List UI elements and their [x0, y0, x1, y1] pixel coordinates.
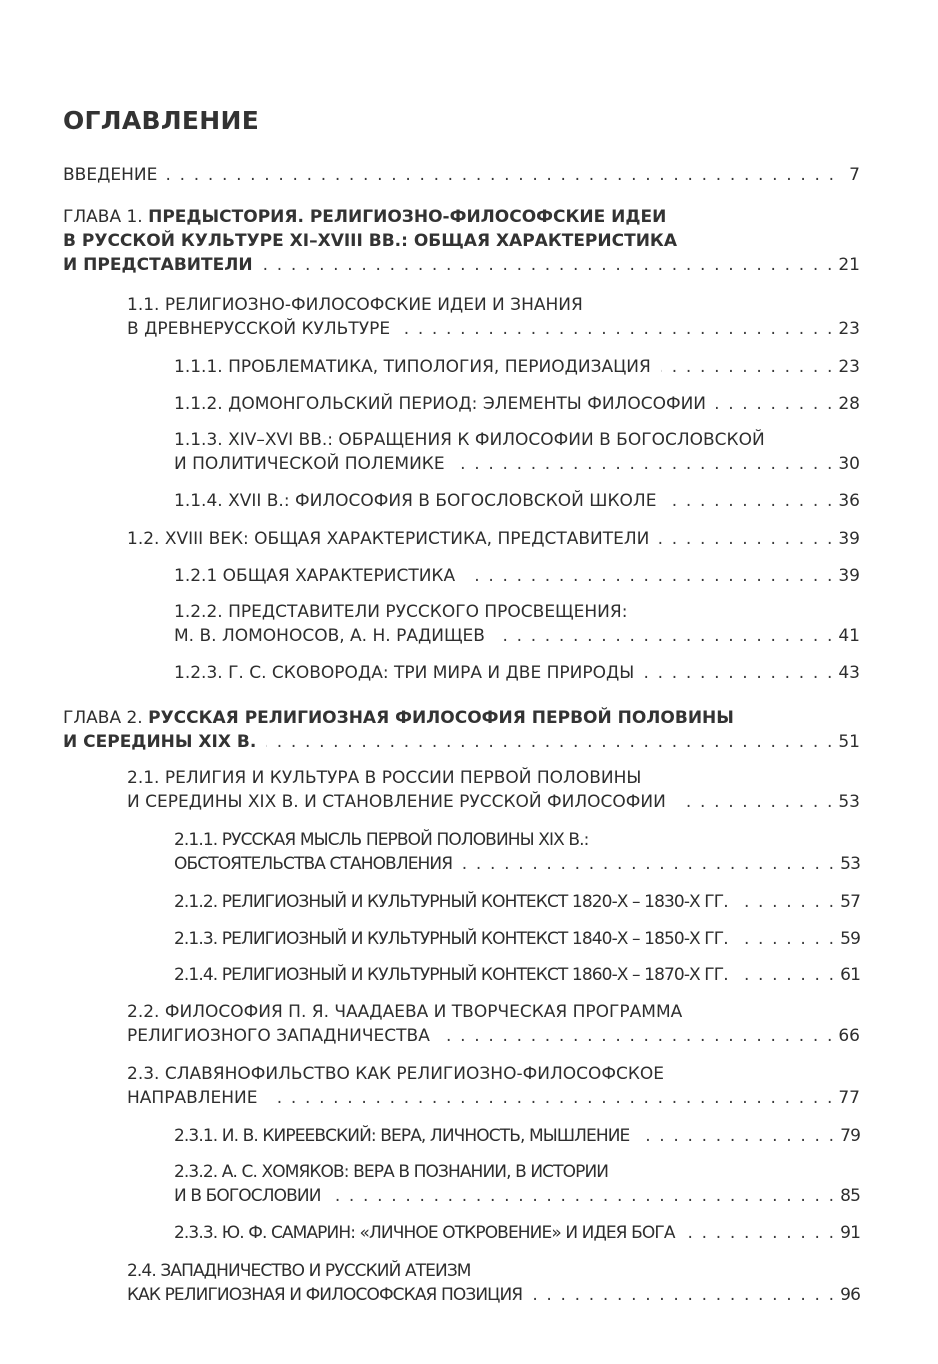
- toc-title-line: 1.1. РЕЛИГИОЗНО-ФИЛОСОФСКИЕ ИДЕИ И ЗНАНИЯ: [127, 295, 583, 315]
- toc-title-line: РУССКАЯ РЕЛИГИОЗНАЯ ФИЛОСОФИЯ ПЕРВОЙ ПОЛОВИНЫ: [148, 708, 734, 728]
- toc-entry-title: [127, 1086, 258, 1110]
- page-number: 53: [840, 854, 860, 874]
- toc-title-line: ВВЕДЕНИЕ: [63, 165, 158, 185]
- dot-leader: [263, 253, 833, 277]
- dot-leader: [659, 527, 832, 551]
- page-title: ОГЛАВЛЕНИЕ: [63, 106, 260, 135]
- dot-leader: [455, 452, 833, 476]
- page-number: 36: [838, 491, 860, 511]
- page-number: 79: [840, 1126, 860, 1146]
- toc-entry-title: [174, 830, 588, 850]
- page-number: 77: [838, 1088, 860, 1108]
- page-number: 43: [838, 663, 860, 683]
- dot-leader: [639, 1124, 834, 1148]
- toc-entry-title: [174, 452, 445, 476]
- toc-entry-title: [127, 1024, 430, 1048]
- page-number: 53: [838, 792, 860, 812]
- toc-entry-title: [174, 355, 651, 379]
- dot-leader: [268, 1086, 833, 1110]
- page-number: 51: [838, 732, 860, 752]
- toc-entry-title: [127, 1261, 471, 1281]
- page-number: 21: [838, 255, 860, 275]
- dot-leader: [716, 392, 832, 416]
- toc-entry-title: [174, 392, 706, 416]
- dot-leader: [495, 624, 832, 648]
- toc-entry-title: [127, 1283, 522, 1307]
- toc-entry[interactable]: [127, 293, 860, 341]
- toc-title-line: В РУССКОЙ КУЛЬТУРЕ XI–XVIII ВВ.: ОБЩАЯ ХАРАКТЕРИСТИКА: [63, 231, 677, 251]
- toc-entry-title: [127, 1002, 682, 1022]
- toc-entry[interactable]: [174, 963, 860, 987]
- page-number: 59: [840, 929, 860, 949]
- page-number: 23: [838, 357, 860, 377]
- toc-entry-title: [63, 730, 256, 754]
- toc-entry-title: [63, 253, 253, 277]
- toc-title-line: 1.2.3. Г. С. СКОВОРОДА: ТРИ МИРА И ДВЕ ПРИРОДЫ: [174, 663, 635, 683]
- toc-entry-title: [174, 430, 765, 450]
- toc-entry-title: [174, 890, 728, 914]
- toc-title-line: 1.1.3. XIV–XVI ВВ.: ОБРАЩЕНИЯ К ФИЛОСОФИИ В БОГОСЛОВСКОЙ: [174, 430, 765, 450]
- toc-entry-title: [63, 231, 677, 251]
- toc-entry[interactable]: [127, 1062, 860, 1110]
- dot-leader: [666, 489, 832, 513]
- toc-entry-title: [174, 1184, 321, 1208]
- toc-title-line: И ПОЛИТИЧЕСКОЙ ПОЛЕМИКЕ: [174, 454, 445, 474]
- page-number: 7: [849, 165, 860, 185]
- toc-entry-title: [63, 163, 157, 187]
- toc-entry[interactable]: [174, 890, 860, 914]
- toc-title-line: М. В. ЛОМОНОСОВ, А. Н. РАДИЩЕВ: [174, 626, 485, 646]
- toc-entry[interactable]: [174, 1160, 860, 1208]
- toc-entry[interactable]: [127, 766, 860, 814]
- toc-entry[interactable]: [174, 1221, 860, 1245]
- toc-title-line: 1.2.1 ОБЩАЯ ХАРАКТЕРИСТИКА: [174, 566, 456, 586]
- toc-entry[interactable]: [174, 428, 860, 476]
- page-number: 85: [840, 1186, 860, 1206]
- toc-entry-title: [174, 1162, 608, 1182]
- toc-entry[interactable]: [174, 600, 860, 648]
- toc-entry[interactable]: [174, 828, 860, 876]
- toc-entry[interactable]: [63, 205, 860, 277]
- toc-entry[interactable]: [174, 661, 860, 685]
- toc-title-line: 1.1.1. ПРОБЛЕМАТИКА, ТИПОЛОГИЯ, ПЕРИОДИЗАЦИЯ: [174, 357, 651, 377]
- toc-title-line: 2.3.2. А. С. ХОМЯКОВ: ВЕРА В ПОЗНАНИИ, В ИСТОРИИ: [174, 1162, 609, 1182]
- toc-entry-title: [174, 661, 634, 685]
- dot-leader: [400, 317, 832, 341]
- dot-leader: [465, 564, 832, 588]
- page-number: 30: [838, 454, 860, 474]
- toc-title-line: 2.2. ФИЛОСОФИЯ П. Я. ЧААДАЕВА И ТВОРЧЕСКАЯ ПРОГРАММА: [127, 1002, 683, 1022]
- toc-entry-title: [127, 317, 390, 341]
- toc-entry-title: [174, 489, 656, 513]
- toc-entry[interactable]: [63, 706, 860, 754]
- toc-title-line: РЕЛИГИОЗНОГО ЗАПАДНИЧЕСТВА: [127, 1026, 430, 1046]
- toc-entry-title: [174, 1124, 629, 1148]
- page-number: 61: [840, 965, 860, 985]
- page-number: 39: [838, 566, 860, 586]
- page-number: 57: [840, 892, 860, 912]
- toc-title-line: 2.3. СЛАВЯНОФИЛЬСТВО КАК РЕЛИГИОЗНО-ФИЛОСОФСКОЕ: [127, 1064, 665, 1084]
- toc-title-line: 1.2.2. ПРЕДСТАВИТЕЛИ РУССКОГО ПРОСВЕЩЕНИЯ:: [174, 602, 628, 622]
- toc-title-line: КАК РЕЛИГИОЗНАЯ И ФИЛОСОФСКАЯ ПОЗИЦИЯ: [127, 1285, 523, 1305]
- toc-title-line: 2.1. РЕЛИГИЯ И КУЛЬТУРА В РОССИИ ПЕРВОЙ ПОЛОВИНЫ: [127, 768, 642, 788]
- dot-leader: [532, 1283, 834, 1307]
- toc-entry-title: [174, 602, 627, 622]
- dot-leader: [738, 890, 834, 914]
- page-number: 39: [838, 529, 860, 549]
- chapter-label: ГЛАВА 2.: [63, 708, 149, 728]
- toc-title-line: В ДРЕВНЕРУССКОЙ КУЛЬТУРЕ: [127, 319, 391, 339]
- toc-entry-title: [174, 1221, 675, 1245]
- toc-entry[interactable]: [174, 927, 860, 951]
- dot-leader: [661, 355, 833, 379]
- toc-entry[interactable]: [174, 489, 860, 513]
- toc-title-line: И ПРЕДСТАВИТЕЛИ: [63, 255, 253, 275]
- toc-title-line: И В БОГОСЛОВИИ: [174, 1186, 321, 1206]
- toc-entry-title: [127, 295, 583, 315]
- page-number: 66: [838, 1026, 860, 1046]
- chapter-label: ГЛАВА 1.: [63, 207, 149, 227]
- toc-entry[interactable]: [63, 163, 860, 187]
- toc-title-line: ПРЕДЫСТОРИЯ. РЕЛИГИОЗНО-ФИЛОСОФСКИЕ ИДЕИ: [148, 207, 667, 227]
- toc-title-line: 1.1.2. ДОМОНГОЛЬСКИЙ ПЕРИОД: ЭЛЕМЕНТЫ ФИЛОСОФИИ: [174, 394, 707, 414]
- toc-title-line: ОБСТОЯТЕЛЬСТВА СТАНОВЛЕНИЯ: [174, 854, 453, 874]
- toc-entry[interactable]: [174, 355, 860, 379]
- page-number: 96: [840, 1285, 860, 1305]
- toc-entry[interactable]: [174, 564, 860, 588]
- dot-leader: [462, 852, 834, 876]
- toc-entry-title: [127, 1064, 664, 1084]
- toc-entry-title: [174, 564, 455, 588]
- dot-leader: [676, 790, 833, 814]
- page-number: 28: [838, 394, 860, 414]
- dot-leader: [440, 1024, 833, 1048]
- toc-entry[interactable]: [174, 392, 860, 416]
- toc-title-line: 2.1.4. РЕЛИГИОЗНЫЙ И КУЛЬТУРНЫЙ КОНТЕКСТ 1860-Х – 1870-Х ГГ.: [174, 965, 728, 985]
- toc-entry-title: [174, 927, 728, 951]
- toc-entry-title: [127, 768, 641, 788]
- toc-entry[interactable]: [127, 1259, 860, 1307]
- page-number: 23: [838, 319, 860, 339]
- page-number: 91: [840, 1223, 860, 1243]
- toc-title-line: 2.3.1. И. В. КИРЕЕВСКИЙ: ВЕРА, ЛИЧНОСТЬ, МЫШЛЕНИЕ: [174, 1126, 630, 1146]
- toc-entry-title: [174, 624, 485, 648]
- toc-title-line: 1.1.4. XVII В.: ФИЛОСОФИЯ В БОГОСЛОВСКОЙ ШКОЛЕ: [174, 491, 657, 511]
- page-number: 41: [838, 626, 860, 646]
- dot-leader: [167, 163, 834, 187]
- toc-entry[interactable]: [127, 1000, 860, 1048]
- dot-leader: [685, 1221, 834, 1245]
- toc-title-line: 2.4. ЗАПАДНИЧЕСТВО И РУССКИЙ АТЕИЗМ: [127, 1261, 471, 1281]
- toc-title-line: НАПРАВЛЕНИЕ: [127, 1088, 258, 1108]
- toc-title-line: 1.2. XVIII ВЕК: ОБЩАЯ ХАРАКТЕРИСТИКА, ПРЕДСТАВИТЕЛИ: [127, 529, 650, 549]
- toc-title-line: И СЕРЕДИНЫ XIX В. И СТАНОВЛЕНИЕ РУССКОЙ ФИЛОСОФИИ: [127, 792, 666, 812]
- toc-title-line: 2.1.1. РУССКАЯ МЫСЛЬ ПЕРВОЙ ПОЛОВИНЫ XIX В.:: [174, 830, 589, 850]
- dot-leader: [644, 661, 832, 685]
- toc-entry-title: [127, 527, 649, 551]
- dot-leader: [738, 927, 834, 951]
- toc-title-line: 2.1.2. РЕЛИГИОЗНЫЙ И КУЛЬТУРНЫЙ КОНТЕКСТ 1820-Х – 1830-Х ГГ.: [174, 892, 728, 912]
- toc-title-line: 2.1.3. РЕЛИГИОЗНЫЙ И КУЛЬТУРНЫЙ КОНТЕКСТ 1840-Х – 1850-Х ГГ.: [174, 929, 728, 949]
- toc-entry-title: [127, 790, 666, 814]
- toc-entry-title: [63, 708, 734, 728]
- toc-entry[interactable]: [174, 1124, 860, 1148]
- toc-entry-title: [174, 852, 452, 876]
- toc-title-line: И СЕРЕДИНЫ XIX В.: [63, 732, 257, 752]
- toc-entry-title: [63, 207, 666, 227]
- toc-entry[interactable]: [127, 527, 860, 551]
- toc-entry-title: [174, 963, 728, 987]
- dot-leader: [331, 1184, 834, 1208]
- toc-title-line: 2.3.3. Ю. Ф. САМАРИН: «ЛИЧНОЕ ОТКРОВЕНИЕ» И ИДЕЯ БОГА: [174, 1223, 675, 1243]
- dot-leader: [266, 730, 832, 754]
- dot-leader: [738, 963, 834, 987]
